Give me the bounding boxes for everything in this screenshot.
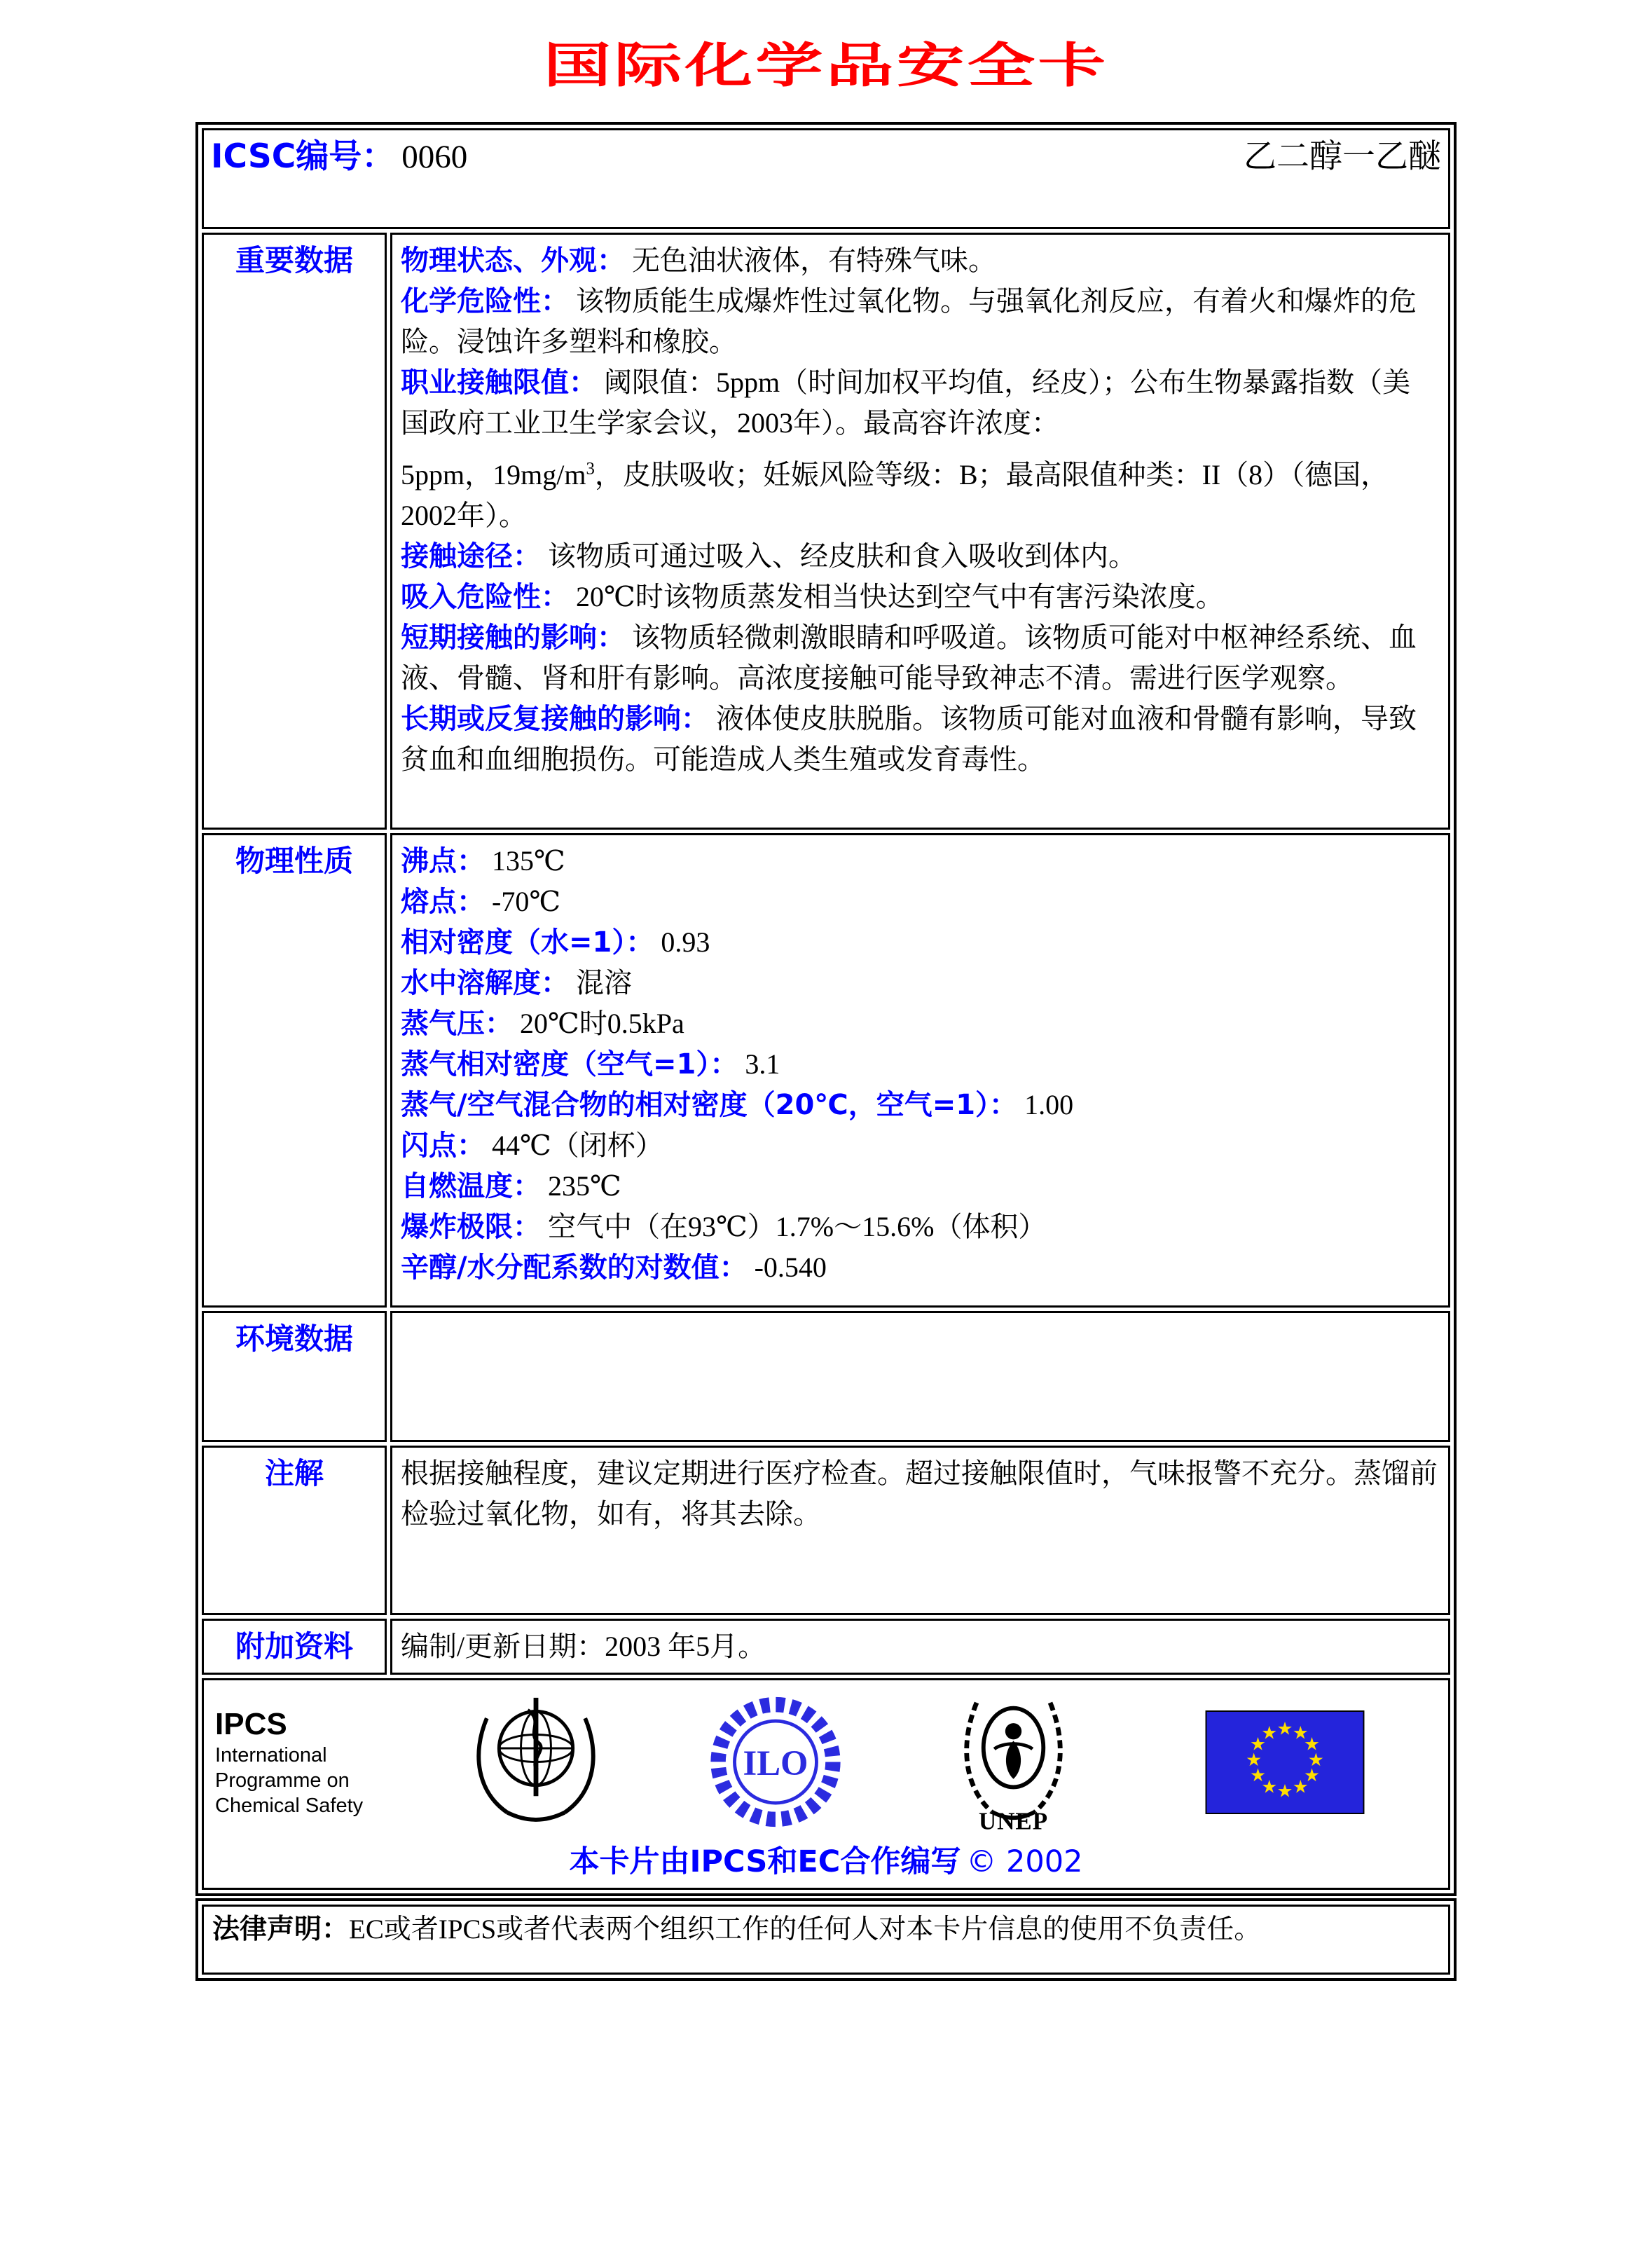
who-logo xyxy=(466,1694,606,1830)
field-text: 44℃（闭杯） xyxy=(485,1130,663,1161)
eu-star-icon: ★ xyxy=(1292,1776,1309,1797)
icsc-number-group xyxy=(211,130,467,177)
content-line xyxy=(401,1626,1438,1667)
section-content-additional-info xyxy=(390,1619,1450,1675)
chemical-name: 乙二醇一乙醚 xyxy=(1244,139,1441,175)
eu-star-icon: ★ xyxy=(1261,1776,1278,1797)
field-text: -70℃ xyxy=(485,886,561,917)
field-label: 蒸气相对密度（空气=1）： xyxy=(401,1048,738,1081)
field-text: 135℃ xyxy=(485,845,565,877)
content-line xyxy=(401,1247,1438,1288)
unep-logo xyxy=(952,1690,1075,1834)
field-label: 物理状态、外观： xyxy=(401,245,625,277)
field-label: 吸入危险性： xyxy=(401,581,569,613)
field-text: -0.540 xyxy=(747,1251,827,1283)
section-content-notes xyxy=(390,1446,1450,1615)
content-line xyxy=(401,922,1438,963)
icsc-number-label: ICSC编号： xyxy=(211,137,395,176)
legal-cell xyxy=(202,1905,1450,1975)
ipcs-line-3: Chemical Safety xyxy=(215,1794,364,1817)
field-text: 无色油状液体，有特殊气味。 xyxy=(625,245,996,276)
field-text: 0.93 xyxy=(654,926,710,958)
field-label: 职业接触限值： xyxy=(401,366,597,399)
eu-star-icon: ★ xyxy=(1303,1764,1320,1786)
legal-row xyxy=(202,1905,1450,1975)
section-row-notes xyxy=(202,1446,1450,1615)
ilo-logo xyxy=(705,1694,846,1830)
field-text: 20℃时该物质蒸发相当快达到空气中有害污染浓度。 xyxy=(569,581,1224,612)
eu-star-icon: ★ xyxy=(1250,1734,1267,1755)
content-line xyxy=(401,1453,1438,1535)
content-line xyxy=(401,1044,1438,1085)
section-content-environmental-data xyxy=(390,1311,1450,1442)
field-label: 爆炸极限： xyxy=(401,1211,541,1243)
field-label: 沸点： xyxy=(401,845,485,877)
section-label-physical-properties: 物理性质 xyxy=(202,833,387,1308)
field-text: 该物质轻微刺激眼睛和呼吸道。该物质可能对中枢神经系统、血液、骨髓、肾和肝有影响。高浓度接触可能导致神志不清。需进行医学观察。 xyxy=(401,622,1417,694)
content-line xyxy=(401,699,1438,780)
eu-star-icon: ★ xyxy=(1303,1734,1320,1755)
content-line xyxy=(401,455,1438,536)
section-row-physical-properties xyxy=(202,833,1450,1308)
section-label-important-data: 重要数据 xyxy=(202,233,387,830)
section-label-additional-info: 附加资料 xyxy=(202,1619,387,1675)
eu-star-icon: ★ xyxy=(1276,1718,1293,1740)
unep-logo-text: UNEP xyxy=(978,1807,1049,1834)
field-label: 短期接触的影响： xyxy=(401,622,625,654)
content-line xyxy=(401,882,1438,922)
field-text: 阈限值：5ppm（时间加权平均值，经皮）；公布生物暴露指数（美国政府工业卫生学家会议，2003年）。最高容许浓度： xyxy=(401,366,1411,439)
eu-star-icon: ★ xyxy=(1246,1749,1262,1771)
section-label-environmental-data: 环境数据 xyxy=(202,1311,387,1442)
content-line xyxy=(401,963,1438,1003)
section-content-physical-properties xyxy=(390,833,1450,1308)
field-text: 混溶 xyxy=(569,967,632,999)
field-label: 水中溶解度： xyxy=(401,967,569,999)
content-line xyxy=(401,617,1438,699)
content-line xyxy=(401,577,1438,617)
field-label: 化学危险性： xyxy=(401,285,569,317)
field-label: 辛醇/水分配系数的对数值： xyxy=(401,1251,748,1284)
superscript: 3 xyxy=(586,459,595,479)
field-text: ，皮肤吸收；妊娠风险等级：B；最高限值种类：II（8）（德国，2002年）。 xyxy=(401,459,1389,531)
field-text: 编制/更新日期：2003 年5月。 xyxy=(401,1631,766,1662)
content-line xyxy=(401,536,1438,577)
section-row-important-data xyxy=(202,233,1450,830)
ipcs-line-2: Programme on xyxy=(215,1769,350,1792)
field-text: 3.1 xyxy=(738,1048,780,1080)
content-line xyxy=(401,1166,1438,1207)
section-label-notes: 注解 xyxy=(202,1446,387,1615)
field-text: 空气中（在93℃）1.7%～15.6%（体积） xyxy=(541,1211,1047,1242)
footer-caption xyxy=(204,1844,1448,1881)
field-label: 蒸气/空气混合物的相对密度（20℃，空气=1）： xyxy=(401,1089,1018,1121)
content-line xyxy=(401,1207,1438,1247)
card-body xyxy=(202,128,1450,1890)
section-content-important-data xyxy=(390,233,1450,830)
content-line xyxy=(401,841,1438,882)
field-text: 根据接触程度，建议定期进行医疗检查。超过接触限值时，气味报警不充分。蒸馏前检验过氧化物，如有，将其去除。 xyxy=(401,1457,1438,1530)
header-cell xyxy=(202,128,1450,229)
field-label: 自燃温度： xyxy=(401,1170,541,1202)
field-label: 闪点： xyxy=(401,1130,485,1162)
content-line xyxy=(401,362,1438,444)
field-text: 5ppm，19mg/m xyxy=(401,459,586,491)
eu-star-icon: ★ xyxy=(1307,1749,1324,1771)
page-title xyxy=(0,0,1652,104)
logos-strip xyxy=(204,1690,1448,1834)
caption-text: 本卡片由IPCS和EC合作编写 xyxy=(569,1844,961,1879)
ipcs-acronym: IPCS xyxy=(215,1706,287,1741)
field-text: 235℃ xyxy=(541,1170,621,1202)
eu-star-icon: ★ xyxy=(1261,1722,1278,1743)
field-text: 该物质可通过吸入、经皮肤和食入吸收到体内。 xyxy=(541,540,1136,572)
field-label: 接触途径： xyxy=(401,540,541,572)
legal-notice-table xyxy=(195,1898,1457,1981)
field-text: 该物质能生成爆炸性过氧化物。与强氧化剂反应，有着火和爆炸的危险。浸蚀许多塑料和橡胶。 xyxy=(401,285,1417,357)
logos-cell xyxy=(202,1678,1450,1890)
content-line xyxy=(401,1085,1438,1125)
field-label: 相对密度（水=1）： xyxy=(401,926,654,959)
header-row xyxy=(202,128,1450,229)
field-label: 长期或反复接触的影响： xyxy=(401,703,709,735)
eu-star-icon: ★ xyxy=(1250,1764,1267,1786)
logos-row xyxy=(202,1678,1450,1890)
content-line xyxy=(401,1003,1438,1044)
legal-label: 法律声明： xyxy=(212,1914,350,1945)
eu-star-icon: ★ xyxy=(1292,1722,1309,1743)
icsc-card-table xyxy=(195,122,1457,1896)
page-title-text: 国际化学品安全卡 xyxy=(543,38,1109,94)
content-line xyxy=(401,1125,1438,1166)
ipcs-line-1: International xyxy=(215,1743,327,1767)
ipcs-block xyxy=(215,1706,390,1818)
eu-star-icon: ★ xyxy=(1276,1780,1293,1802)
field-text: 1.00 xyxy=(1017,1089,1074,1120)
icsc-number-value: 0060 xyxy=(401,139,468,175)
caption-copyright: © 2002 xyxy=(966,1844,1083,1879)
content-line xyxy=(401,240,1438,281)
field-label: 蒸气压： xyxy=(401,1008,513,1040)
field-label: 熔点： xyxy=(401,886,485,918)
eu-flag xyxy=(1205,1710,1365,1814)
ilo-logo-text: ILO xyxy=(743,1743,808,1783)
content-line xyxy=(401,281,1438,362)
field-text: 20℃时0.5kPa xyxy=(513,1008,684,1039)
section-row-environmental-data xyxy=(202,1311,1450,1442)
field-text: 液体使皮肤脱脂。该物质可能对血液和骨髓有影响，导致贫血和血细胞损伤。可能造成人类生殖或发育毒性。 xyxy=(401,703,1417,775)
legal-text: EC或者IPCS或者代表两个组织工作的任何人对本卡片信息的使用不负责任。 xyxy=(349,1914,1262,1944)
section-row-additional-info xyxy=(202,1619,1450,1675)
